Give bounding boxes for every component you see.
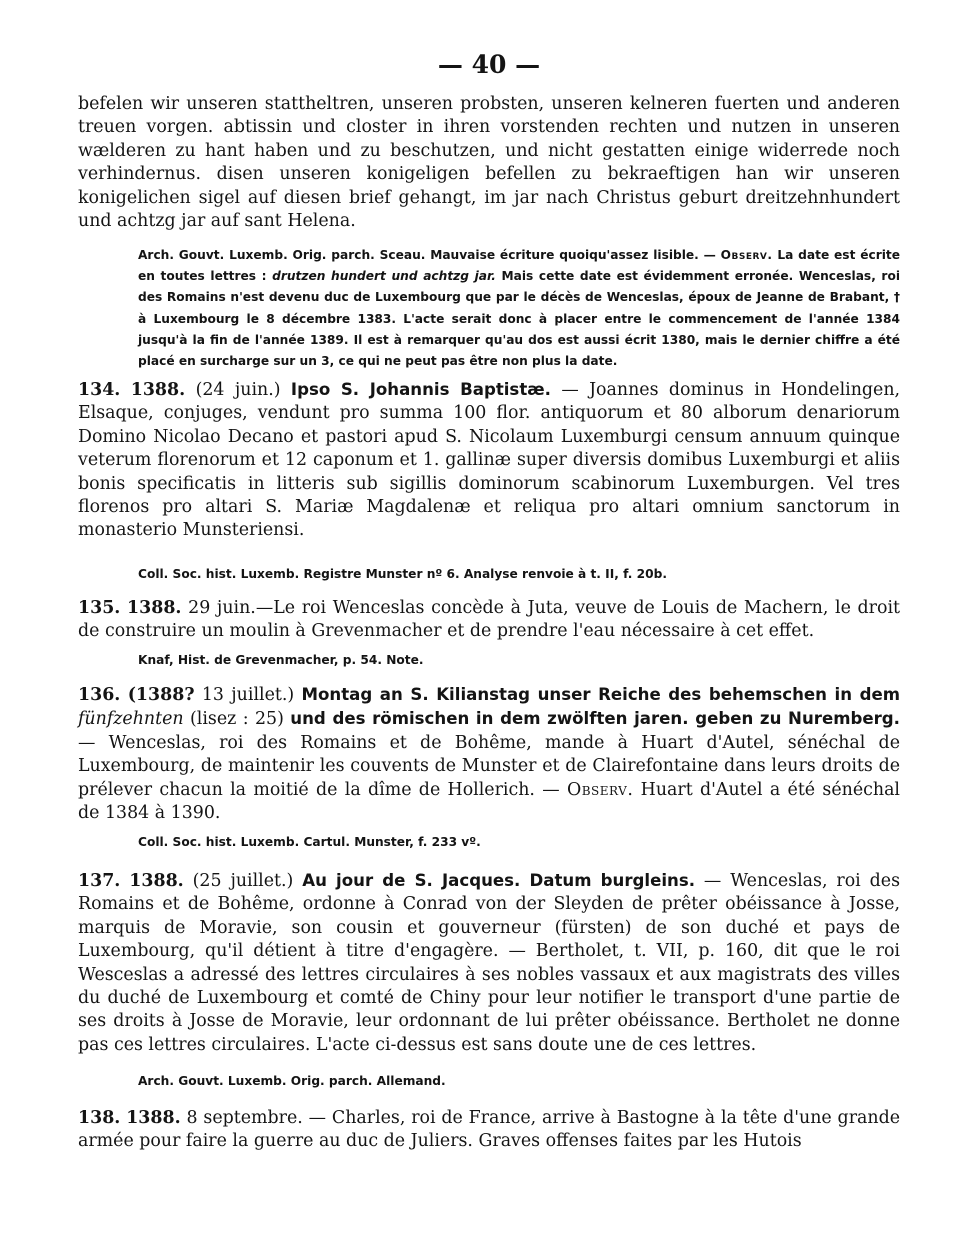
entry-134-source: Coll. Soc. hist. Luxemb. Registre Munster nº 6. Analyse renvoie à t. II, f. 20b. <box>138 567 667 581</box>
entry-heading: Ipso S. Johannis Baptistæ. <box>290 380 551 399</box>
entry-heading: Montag an S. Kilianstag unser Reiche des behemschen in dem <box>301 685 901 704</box>
page-number: — 40 — <box>437 50 541 79</box>
entry-135 <box>78 597 900 644</box>
entry-text: — Wenceslas, roi des Romains et de Bohême, ordonne à Conrad von der Sleyden de prêter obéissance à Josse, marquis de Moravie, son cousin et gouverneur (fürsten) de son duché et pays de Luxembourg, qu'il détient à titre d'engagère. — Bertholet, t. VII, p. 160, dit que le roi Wesceslas a adressé des lettres circulaires à ses nobles vassaux et aux magistrats des villes du duché de Luxembourg et comté de Chiny pour leur notifier le transport d'une partie de ses droits à Josse de Moravie, leur ordonnant de lui prêter obéissance. Bertholet ne donne pas ces lettres circulaires. L'acte ci-dessus est sans doute une de ces lettres. <box>78 871 900 1055</box>
entry-heading-correction: (lisez : 25) <box>183 709 291 730</box>
charter-text: befelen wir unseren stattheltren, unseren probsten, unseren kelneren fuerten und anderen treuen vorgen. abtissin und closter in ihren vorstenden rechten und nutzen in unseren wælderen zu hant haben und zu beschutzen, und nicht gestatten einige widerrede noch verhindernus. disen unseren konigeligen befellen zu bekraeftigen han wir unseren konigelichen sigel auf diesen brief gehangt, im jar nach Christus geburt dreitzehnhundert und achtzg jar auf sant Helena. <box>78 94 900 232</box>
entry-138 <box>78 1107 900 1154</box>
entry-text: — Joannes dominus in Hondelingen, Elsaque, conjuges, vendunt pro summa 100 flor. antiquorum et 80 alborum denariorum Domino Nicolao Decano et pastori apud S. Nicolaum Luxemburgi censum annuum quinque veterum florenorum et 12 caponum et 1. gallinæ super diversis domibus Luxemburgi et aliis bonis specificatis in litteris sub sigillis dominorum scabinorum Luxemburgen. Vel tres florenos pro altari S. Mariæ Magdalenæ et reliqua pro altari omnium sanctorum in monasterio Munsteriensi. <box>78 380 901 541</box>
entry-year: 1388. <box>127 598 182 618</box>
entry-text: —Le roi Wenceslas concède à Juta, veuve de Louis de Machern, le droit de construire un moulin à Grevenmacher et de prendre l'eau nécessaire à cet effet. <box>78 598 901 642</box>
entry-number: 136. <box>78 685 121 705</box>
entry-136-source: Coll. Soc. hist. Luxemb. Cartul. Munster, f. 233 vº. <box>138 835 481 849</box>
entry-text: — Wenceslas, roi des Romains et de Bohême, mande à Huart d'Autel, sénéchal de Luxembourg, de maintenir les couvents de Munster et de Clairefontaine dans leurs droits de prélever chacun la moitié de la dîme de Hollerich. — <box>78 732 900 800</box>
entry-134 <box>78 378 900 543</box>
entry-135-source: Knaf, Hist. de Grevenmacher, p. 54. Note. <box>138 653 424 667</box>
entry-date: 8 septembre. <box>186 1108 303 1128</box>
entry-text: — Charles, roi de France, arrive à Bastogne à la tête d'une grande armée pour faire la guerre au duc de Juliers. Graves offenses faites par les Hutois <box>78 1108 900 1152</box>
continued-charter-text <box>78 93 900 233</box>
entry-date: (24 juin.) <box>195 380 281 400</box>
entry-number: 134. <box>78 380 121 400</box>
entry-heading-continued: und des römischen in dem zwölften jaren. geben zu Nuremberg. <box>290 709 900 729</box>
entry-136 <box>78 683 900 825</box>
entry-text-continued: Huart d'Autel a été sénéchal de 1384 à 1390. <box>78 779 900 824</box>
entry-heading-italic: fünfzehnten <box>78 709 184 730</box>
entry-number: 135. <box>78 598 121 618</box>
entry-date: 29 juin. <box>188 598 256 618</box>
entry-year: 1388. <box>129 871 184 891</box>
entry-number: 138. <box>78 1108 121 1128</box>
observ-label: Observ. <box>566 779 634 800</box>
entry-date: (25 juillet.) <box>192 871 294 891</box>
date-quote: drutzen hundert und achtzg jar. <box>272 269 496 284</box>
charter-note: Arch. Gouvt. Luxemb. Orig. parch. Sceau. Mauvaise écriture quoiqu'assez lisible. — Observ. La date est écrite en toutes lettres : drutzen hundert und achtzg jar. Mais cette date est évidemment erronée. Wenceslas, roi des Romains n'est devenu duc de Luxembourg que par le décès de Wenceslas, époux de Jeanne de Brabant, † à Luxembourg le 8 décembre 1383. L'acte serait donc à placer entre le commencement de l'année 1384 jusqu'à la fin de l'année 1389. Il est à remarquer qu'au dos est aussi écrit 1380, mais le dernier chiffre a été placé en surcharge sur un 3, ce qui ne peut pas être non plus la date. <box>138 248 900 369</box>
entry-heading: Au jour de S. Jacques. Datum burgleins. <box>302 871 696 890</box>
entry-year: 1388. <box>126 1108 181 1128</box>
entry-year: 1388. <box>130 380 186 400</box>
entry-date: 13 juillet.) <box>201 685 295 705</box>
entry-137 <box>78 869 900 1057</box>
entry-number: 137. <box>78 871 121 891</box>
entry-year: (1388? <box>127 685 195 705</box>
observ-label: Observ. <box>720 248 773 262</box>
entry-137-source: Arch. Gouvt. Luxemb. Orig. parch. Allemand. <box>138 1074 446 1088</box>
